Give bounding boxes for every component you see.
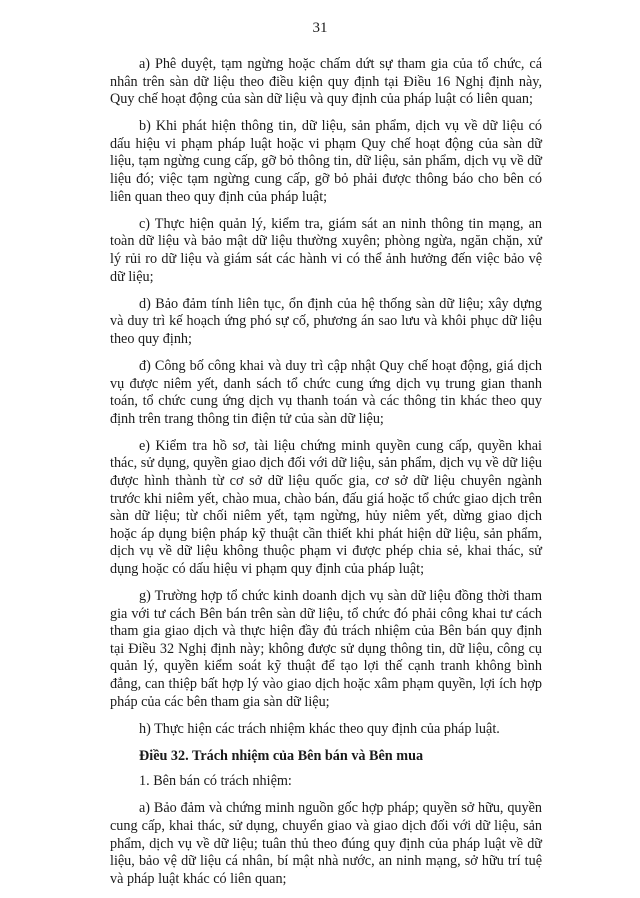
paragraph-c: c) Thực hiện quản lý, kiểm tra, giám sát an ninh thông tin mạng, an toàn dữ liệu và bảo mật dữ liệu thường xuyên; phòng ngừa, ngăn chặn, xử lý rủi ro dữ liệu và giám sát các hành vi có thể ảnh hưởng đến việc bảo vệ dữ liệu; <box>110 215 542 285</box>
paragraph-h: h) Thực hiện các trách nhiệm khác theo quy định của pháp luật. <box>139 720 500 737</box>
clause-1: 1. Bên bán có trách nhiệm: <box>139 773 292 790</box>
clause-1-a: a) Bảo đảm và chứng minh nguồn gốc hợp pháp; quyền sở hữu, quyền cung cấp, khai thác, sử dụng, chuyển giao và giao dịch đối với dữ liệu, sản phẩm, dịch vụ về dữ liệu; tuân thủ theo đúng quy định của pháp luật về dữ liệu, bảo vệ dữ liệu cá nhân, bí mật nhà nước, an ninh mạng, sở hữu trí tuệ và pháp luật khác có liên quan; <box>110 800 542 887</box>
document-body <box>110 56 542 898</box>
page-number: 31 <box>312 20 328 36</box>
paragraph-dd: đ) Công bố công khai và duy trì cập nhật Quy chế hoạt động, giá dịch vụ được niêm yết, danh sách tổ chức cung ứng dịch vụ trung gian thanh toán, tổ chức cung ứng dịch vụ thanh toán và các thông tin khác theo quy định trên trang thông tin điện tử của sàn dữ liệu; <box>110 357 542 427</box>
paragraph-b: b) Khi phát hiện thông tin, dữ liệu, sản phẩm, dịch vụ về dữ liệu có dấu hiệu vi phạm pháp luật hoặc vi phạm Quy chế hoạt động của sàn dữ liệu, tạm ngừng cung cấp, gỡ bỏ thông tin, dữ liệu, sản phẩm, dịch vụ về dữ liệu đó; việc tạm ngừng cung cấp, gỡ bỏ phải được thông báo cho bên có liên quan theo quy định của pháp luật; <box>110 118 542 205</box>
paragraph-e: e) Kiểm tra hồ sơ, tài liệu chứng minh quyền cung cấp, quyền khai thác, sử dụng, quyền giao dịch đối với dữ liệu, sản phẩm, dịch vụ về dữ liệu được hình thành từ cơ sở dữ liệu quốc gia, cơ sở dữ liệu chuyên ngành trước khi niêm yết, chào mua, chào bán, đấu giá hoặc tổ chức giao dịch trên sàn dữ liệu; từ chối niêm yết, tạm ngừng, hủy niêm yết, dừng giao dịch hoặc áp dụng biện pháp kỹ thuật cần thiết khi phát hiện dữ liệu, sản phẩm, dịch vụ về dữ liệu không thuộc phạm vi được phép chia sẻ, khai thác, sử dụng hoặc có dấu hiệu vi phạm quy định của pháp luật; <box>110 437 542 577</box>
paragraph-g: g) Trường hợp tổ chức kinh doanh dịch vụ sàn dữ liệu đồng thời tham gia với tư cách Bên bán trên sàn dữ liệu, tổ chức đó phải công khai tư cách tham gia giao dịch và thực hiện đầy đủ trách nhiệm của Bên bán quy định tại Điều 32 Nghị định này; không được sử dụng thông tin, dữ liệu, công cụ quản lý, quyền kiểm soát kỹ thuật để tạo lợi thế cạnh tranh không bình đẳng, can thiệp bất hợp lý vào giao dịch hoặc xâm phạm quyền, lợi ích hợp pháp của các bên tham gia sàn dữ liệu; <box>110 588 542 710</box>
paragraph-d: d) Bảo đảm tính liên tục, ổn định của hệ thống sàn dữ liệu; xây dựng và duy trì kế hoạch ứng phó sự cố, phương án sao lưu và khôi phục dữ liệu theo quy định; <box>110 295 542 347</box>
article-heading: Điều 32. Trách nhiệm của Bên bán và Bên mua <box>139 747 424 764</box>
paragraph-a: a) Phê duyệt, tạm ngừng hoặc chấm dứt sự tham gia của tổ chức, cá nhân trên sàn dữ liệu theo điều kiện quy định tại Điều 16 Nghị định này, Quy chế hoạt động của sàn dữ liệu và quy định của pháp luật có liên quan; <box>110 56 542 108</box>
